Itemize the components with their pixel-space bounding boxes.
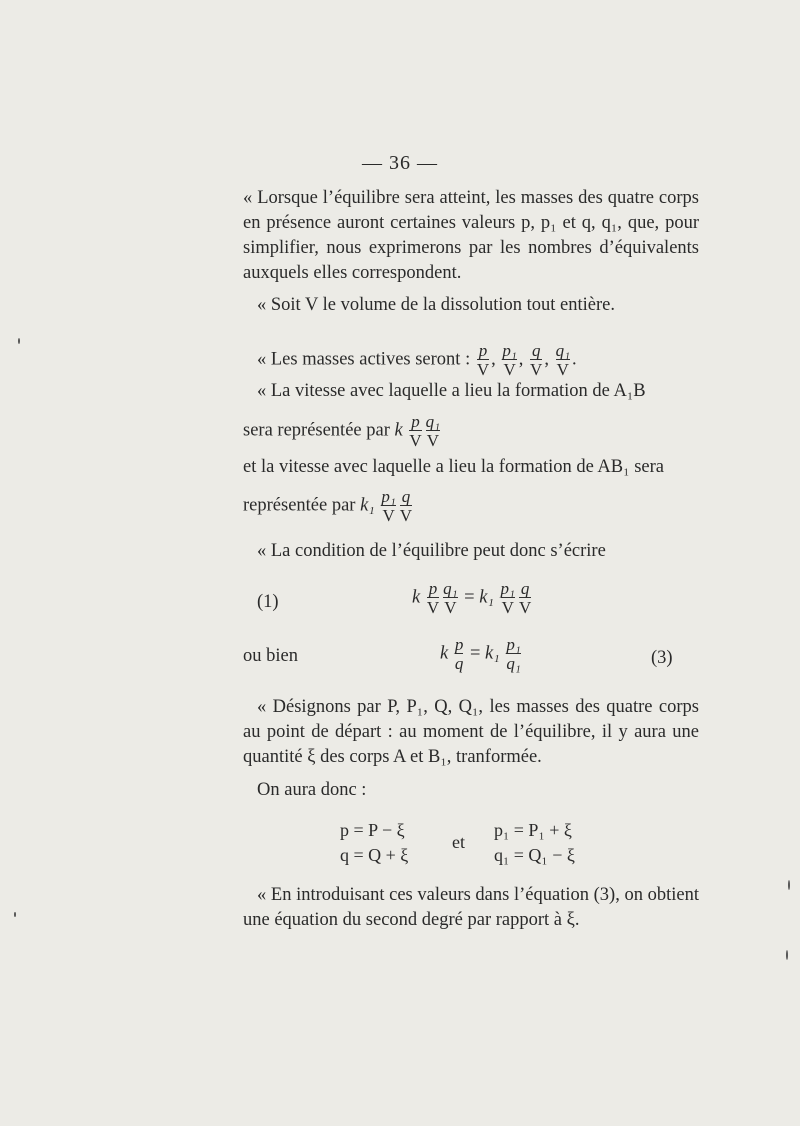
rate-constant: k xyxy=(394,420,403,441)
fraction-num: p xyxy=(454,635,464,654)
active-masses-line: « Les masses actives seront : $\frac{p}{V}$ , $\frac{\text{p₁}}{V}$ , $\frac{q}{V}$ , $\frac{\text{q₁}}{V}$ . xyxy=(257,341,577,379)
rate-constant: k xyxy=(440,643,449,664)
system-left-2: q = Q + ξ xyxy=(340,845,409,865)
active-masses-lead: « Les masses actives seront : xyxy=(257,349,471,370)
paper-speck xyxy=(14,912,16,917)
rate-ab1-line xyxy=(243,488,414,524)
equation-3 xyxy=(440,636,523,672)
fraction-den: V xyxy=(426,431,439,450)
paragraph-introduction: « En introduisant ces valeurs dans l’équation (3), on obtient une équation du second degré par rapport à ξ. xyxy=(243,885,699,930)
fraction-q-v xyxy=(530,342,542,378)
fraction-den: V xyxy=(426,598,440,617)
fraction xyxy=(501,580,515,616)
fraction-num: p₁ xyxy=(506,635,521,654)
fraction-num: q xyxy=(520,579,530,598)
fraction-den: q₁ xyxy=(506,654,521,673)
fraction-num: p xyxy=(428,579,438,598)
page-number: — 36 — xyxy=(362,152,438,174)
paragraph-volume: « Soit V le volume de la dissolution tout entière. xyxy=(257,295,615,315)
rate-a1b-line xyxy=(243,413,442,449)
equals-sign: = xyxy=(464,587,475,608)
fraction-num: p xyxy=(411,412,420,431)
fraction-den: V xyxy=(476,360,490,379)
rate-a1b-lead: sera représentée par xyxy=(243,420,390,441)
fraction-num: p xyxy=(478,341,488,360)
fraction-num: p₁ xyxy=(381,487,396,506)
fraction xyxy=(455,636,464,672)
paragraph-designation: « Désignons par P, P₁, Q, Q₁, les masses des quatre corps au point de départ : au moment de l’équilibre, il y aura une quantité ξ des corps A et B₁, tranformée. xyxy=(243,697,699,767)
system-et: et xyxy=(452,832,465,852)
paper-speck xyxy=(18,338,20,344)
equals-sign: = xyxy=(469,643,481,664)
fraction xyxy=(427,580,439,616)
rate-constant: k₁ xyxy=(485,643,500,664)
fraction xyxy=(426,413,440,449)
fraction-den: V xyxy=(444,598,457,617)
system-right-2: q₁ = Q₁ − ξ xyxy=(494,845,575,865)
fraction xyxy=(519,580,531,616)
fraction-den: V xyxy=(518,598,532,617)
equation-1 xyxy=(412,580,533,616)
fraction-den: V xyxy=(503,360,516,379)
paragraph-condition: « La condition de l’équilibre peut donc s’écrire xyxy=(257,541,606,561)
fraction-den: V xyxy=(399,506,413,525)
fraction xyxy=(381,488,395,524)
fraction-p1-v xyxy=(502,342,516,378)
paragraph-on-aura-donc: On aura donc : xyxy=(257,780,367,800)
paragraph-rate-a1b: « La vitesse avec laquelle a lieu la formation de A₁B xyxy=(257,381,646,401)
fraction-den: q xyxy=(454,654,464,673)
fraction-den: V xyxy=(501,598,514,617)
fraction-num: q₁ xyxy=(425,412,441,431)
fraction-num: q₁ xyxy=(443,579,458,598)
equation-3-lead: ou bien xyxy=(243,646,298,666)
paragraph-equilibrium: « Lorsque l’équilibre sera atteint, les masses des quatre corps en présence auront certaines valeurs p, p₁ et q, q₁, que, pour simplifier, nous exprimerons par les nombres d’équivalents auxquels elles correspondent. xyxy=(243,188,699,283)
system-left-1: p = P − ξ xyxy=(340,820,405,840)
fraction xyxy=(443,580,457,616)
fraction-num: q xyxy=(531,341,541,360)
fraction xyxy=(506,636,520,672)
equation-3-label: (3) xyxy=(651,648,673,668)
rate-constant: k₁ xyxy=(479,587,494,608)
fraction xyxy=(400,488,412,524)
fraction-den: V xyxy=(409,431,422,450)
fraction-den: V xyxy=(556,360,569,379)
paragraph-rate-ab1: et la vitesse avec laquelle a lieu la formation de AB₁ sera xyxy=(243,457,664,477)
fraction-num: q xyxy=(401,487,411,506)
fraction-q1-v xyxy=(556,342,570,378)
equation-1-label: (1) xyxy=(257,592,279,612)
paper-speck xyxy=(786,950,788,960)
rate-constant: k xyxy=(412,587,421,608)
fraction xyxy=(409,413,421,449)
rate-constant: k₁ xyxy=(360,495,375,516)
fraction-p-v xyxy=(477,342,489,378)
fraction-num: p₁ xyxy=(500,579,515,598)
system-right-1: p₁ = P₁ + ξ xyxy=(494,820,572,840)
fraction-num: q₁ xyxy=(555,341,570,360)
rate-ab1-lead: représentée par xyxy=(243,495,356,516)
paper-speck xyxy=(788,880,790,890)
fraction-num: p₁ xyxy=(502,341,517,360)
fraction-den: V xyxy=(530,360,543,379)
fraction-den: V xyxy=(382,506,395,525)
